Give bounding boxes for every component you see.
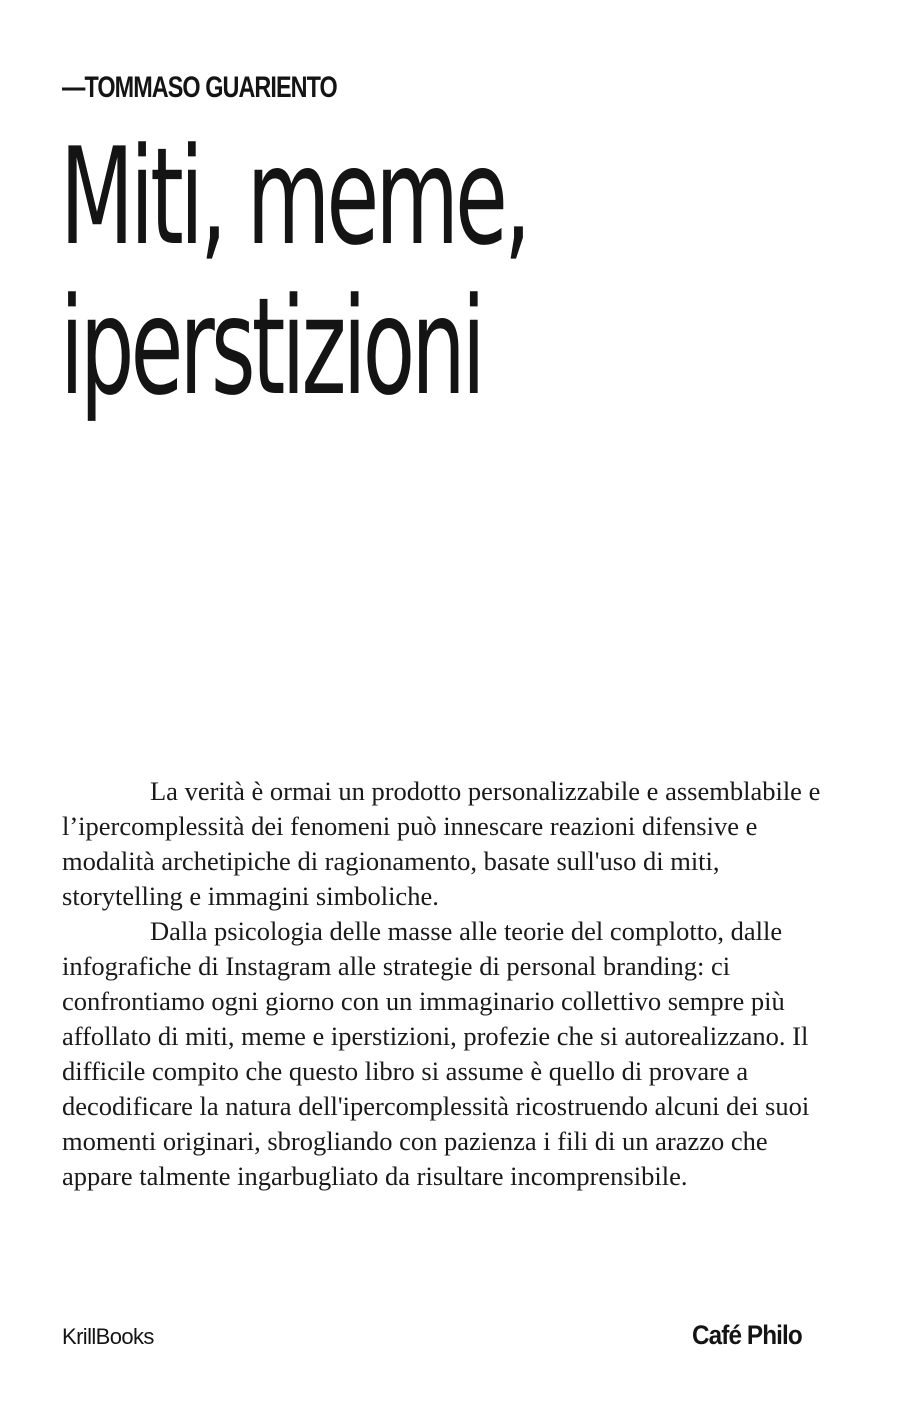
blurb-paragraph: La verità è ormai un prodotto personalizzabile e assemblabile e l’ipercomplessità dei fenomeni può innescare reazioni difensive e modalità archetipiche di ragionamento, basate sull'uso di miti, storytelling e immagini simboliche. (62, 776, 821, 911)
publisher-logo-cafe-philo: Café Philo (692, 1320, 802, 1350)
publisher-logo-krillbooks: KrillBooks (62, 1324, 154, 1349)
book-title (60, 119, 528, 425)
book-blurb (62, 774, 832, 1194)
blurb-paragraph: Dalla psicologia delle masse alle teorie del complotto, dalle infografiche di Instagram alle strategie di personal branding: ci confrontiamo ogni giorno con un immaginario collettivo sempre più affollato di miti, meme e iperstizioni, profezie che si autorealizzano. Il difficile compito che questo libro si assume è quello di provare a decodificare la natura dell'ipercomplessità ricostruendo alcuni dei suoi momenti originari, sbrogliando con pazienza i fili di un arazzo che appare talmente ingarbugliato da risultare incomprensibile. (62, 916, 810, 1191)
book-title-line-2: iperstizioni (60, 269, 482, 425)
author-name: —TOMMASO GUARIENTO (62, 71, 337, 104)
book-title-line-1: Miti, meme, (60, 119, 528, 275)
